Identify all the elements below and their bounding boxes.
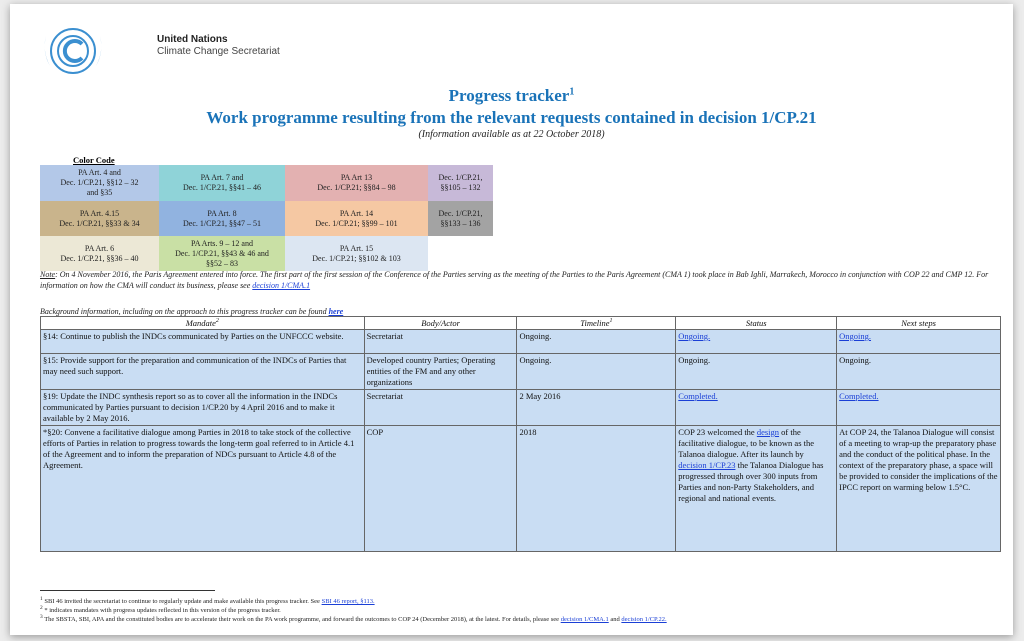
cell-status: COP 23 welcomed the design of the facilitative dialogue, to be known as the Talanoa dialogue. After its launch by decision 1/CP.23 the Talanoa Dialogue has progressed through over 300 inputs from Parties and non-Party Stakeholders, and regional and national events. xyxy=(676,426,837,552)
color-code-line: PA Art. 15 xyxy=(339,243,374,253)
color-code-line: Dec. 1/CP.21; §§99 – 101 xyxy=(315,218,398,228)
color-code-cell xyxy=(285,201,428,236)
page-title xyxy=(10,86,1013,106)
note-paragraph xyxy=(40,269,990,291)
cell-mandate: §14: Continue to publish the INDCs communicated by Parties on the UNFCCC website. xyxy=(41,330,365,354)
color-code-cell xyxy=(428,201,493,236)
title-main: Progress tracker xyxy=(448,86,570,105)
color-code-line: Dec. 1/CP.21, §§43 & 46 and xyxy=(175,248,269,258)
next-steps-link[interactable]: Completed. xyxy=(839,391,879,401)
cell-mandate: *§20: Convene a facilitative dialogue among Parties in 2018 to take stock of the collective efforts of Parties in relation to progress towards the long-term goal referred to in Article 4.1 of the Agreement and to inform the preparation of NDCs pursuant to Article 4.8 of the Agreement. xyxy=(41,426,365,552)
note-link-decision-cma1[interactable]: decision 1/CMA.1 xyxy=(252,281,311,290)
color-code-line: Dec. 1/CP.21, §§33 & 34 xyxy=(59,218,140,228)
cell-body: Secretariat xyxy=(364,390,517,426)
cell-mandate: §15: Provide support for the preparation and communication of the INDCs of Parties that may need such support. xyxy=(41,354,365,390)
color-code-line: PA Arts. 9 – 12 and xyxy=(191,238,253,248)
color-code-line: Dec. 1/CP.21, xyxy=(438,173,483,182)
color-code-line: PA Art. 4.15 xyxy=(79,208,120,218)
footnote-1: $^1$ SBI 46 invited the secretariat to continue to regularly update and make available this progress tracker. See SBI 46 report, §113. xyxy=(40,596,375,606)
color-code-cell xyxy=(159,165,285,201)
footnote-2: $^2$ * indicates mandates with progress updates reflected in this version of the progress tracker. xyxy=(40,605,281,615)
cell-body: COP xyxy=(364,426,517,552)
page-subtitle: Work programme resulting from the relevant requests contained in decision 1/CP.21 xyxy=(206,108,817,127)
cell-next: At COP 24, the Talanoa Dialogue will consist of a meeting to wrap-up the preparatory phase and the conduct of the political phase. In the context of the preparatory phase, a space will be provided to consider the implications of the IPCC report on warming below 1.5°C. xyxy=(837,426,1001,552)
cell-body: Secretariat xyxy=(364,330,517,354)
footnote-divider xyxy=(40,590,215,591)
cell-body: Developed country Parties; Operating entities of the FM and any other organizations xyxy=(364,354,517,390)
cell-mandate: §19: Update the INDC synthesis report so as to cover all the information in the INDCs communicated by Parties pursuant to decision 1/CP.20 by 4 April 2016 and to make it available by 2 May 2016. xyxy=(41,390,365,426)
note-label: Note xyxy=(40,270,56,279)
footnote-3: $^3$ The SBSTA, SBI, APA and the constituted bodies are to accelerate their work on the PA work programme, and forward the outcomes to COP 24 (December 2018), at the latest. For details, please see decision 1/CMA.1 and decision 1/CP.22. xyxy=(40,614,667,624)
sbi46-report-link[interactable]: SBI 46 report, §113. xyxy=(321,598,375,606)
info-date: (Information available as at 22 October 2018) xyxy=(418,129,605,140)
color-code-line: Dec. 1/CP.21, §§47 – 51 xyxy=(183,218,261,228)
color-code-line: §§105 – 132 xyxy=(440,183,481,192)
header-mandate: Mandate$^2$ xyxy=(41,317,365,330)
color-code-label: Color Code xyxy=(73,155,115,165)
footnote-decision-1cp22-link[interactable]: decision 1/CP.22. xyxy=(621,616,667,624)
color-code-cell xyxy=(285,236,428,271)
status-link[interactable]: Completed. xyxy=(678,391,718,401)
color-code-line: PA Art 13 xyxy=(340,173,373,182)
color-code-line: §§52 – 83 xyxy=(206,258,238,268)
header-body-actor: Body/Actor xyxy=(364,317,517,330)
status-link[interactable]: Ongoing. xyxy=(678,331,711,341)
design-link[interactable]: design xyxy=(756,427,780,437)
progress-table xyxy=(40,316,1001,552)
cell-status xyxy=(676,330,837,354)
footnote-decision-cma1-link[interactable]: decision 1/CMA.1 xyxy=(560,616,609,624)
cell-status: Ongoing. xyxy=(676,354,837,390)
org-line-2: Climate Change Secretariat xyxy=(157,46,280,57)
org-line-1: United Nations xyxy=(157,34,228,45)
color-code-cell xyxy=(159,201,285,236)
color-code-cell xyxy=(40,201,159,236)
background-text: Background information, including on the approach to this progress tracker can be found xyxy=(40,307,329,316)
color-code-line: Dec. 1/CP.21, §§36 – 40 xyxy=(60,253,139,263)
cell-timeline: Ongoing. xyxy=(517,354,676,390)
color-code-cell xyxy=(428,165,493,201)
cell-status xyxy=(676,390,837,426)
unfccc-logo-icon xyxy=(38,24,108,78)
cell-timeline: 2018 xyxy=(517,426,676,552)
organization-name xyxy=(157,34,280,57)
cell-next xyxy=(837,330,1001,354)
color-code-line: PA Art. 4 and xyxy=(78,168,121,177)
color-code-cell xyxy=(40,236,159,271)
color-code-line: PA Art. 6 xyxy=(84,243,115,253)
color-code-cell xyxy=(159,236,285,271)
header-status: Status xyxy=(676,317,837,330)
table-header-row xyxy=(41,317,1001,330)
note-text: : On 4 November 2016, the Paris Agreement entered into force. The first part of the first session of the Conference of the Parties serving as the meeting of the Parties to the Paris Agreement (CMA 1) took place in Bab Ighli, Marrakech, Morocco in conjunction with COP 22 and CMP 12. For information on how the CMA will conduct its business, please see xyxy=(40,270,989,290)
color-code-line: Dec. 1/CP.21; §§84 – 98 xyxy=(317,183,396,192)
table-row xyxy=(41,330,1001,354)
color-code-line: PA Art. 8 xyxy=(207,208,237,218)
cell-timeline: Ongoing. xyxy=(517,330,676,354)
cell-next: Ongoing. xyxy=(837,354,1001,390)
color-code-line: PA Art. 14 xyxy=(339,208,374,218)
next-steps-link[interactable]: Ongoing. xyxy=(839,331,872,341)
header-next-steps: Next steps xyxy=(837,317,1001,330)
color-code-line: §§133 – 136 xyxy=(440,218,481,228)
cell-next xyxy=(837,390,1001,426)
color-code-line: and §35 xyxy=(86,188,113,197)
table-row xyxy=(41,390,1001,426)
document-page xyxy=(10,4,1013,635)
color-code-cell xyxy=(40,165,159,201)
header-timeline: Timeline$^1$ xyxy=(517,317,676,330)
color-code-line: Dec. 1/CP.21, §§41 – 46 xyxy=(183,183,261,192)
background-here-link[interactable]: here xyxy=(328,307,344,316)
background-info xyxy=(40,307,343,316)
title-footnote-ref[interactable]: 1 xyxy=(569,86,575,98)
decision-1cp23-link[interactable]: decision 1/CP.23 xyxy=(678,460,736,470)
color-code-line: Dec. 1/CP.21, §§12 – 32 xyxy=(60,178,139,187)
table-row xyxy=(41,426,1001,552)
color-code-cell xyxy=(285,165,428,201)
cell-timeline: 2 May 2016 xyxy=(517,390,676,426)
color-code-line: Dec. 1/CP.21, xyxy=(438,208,483,218)
table-row xyxy=(41,354,1001,390)
color-code-line: Dec. 1/CP.21; §§102 & 103 xyxy=(312,253,401,263)
color-code-line: PA Art. 7 and xyxy=(200,173,244,182)
